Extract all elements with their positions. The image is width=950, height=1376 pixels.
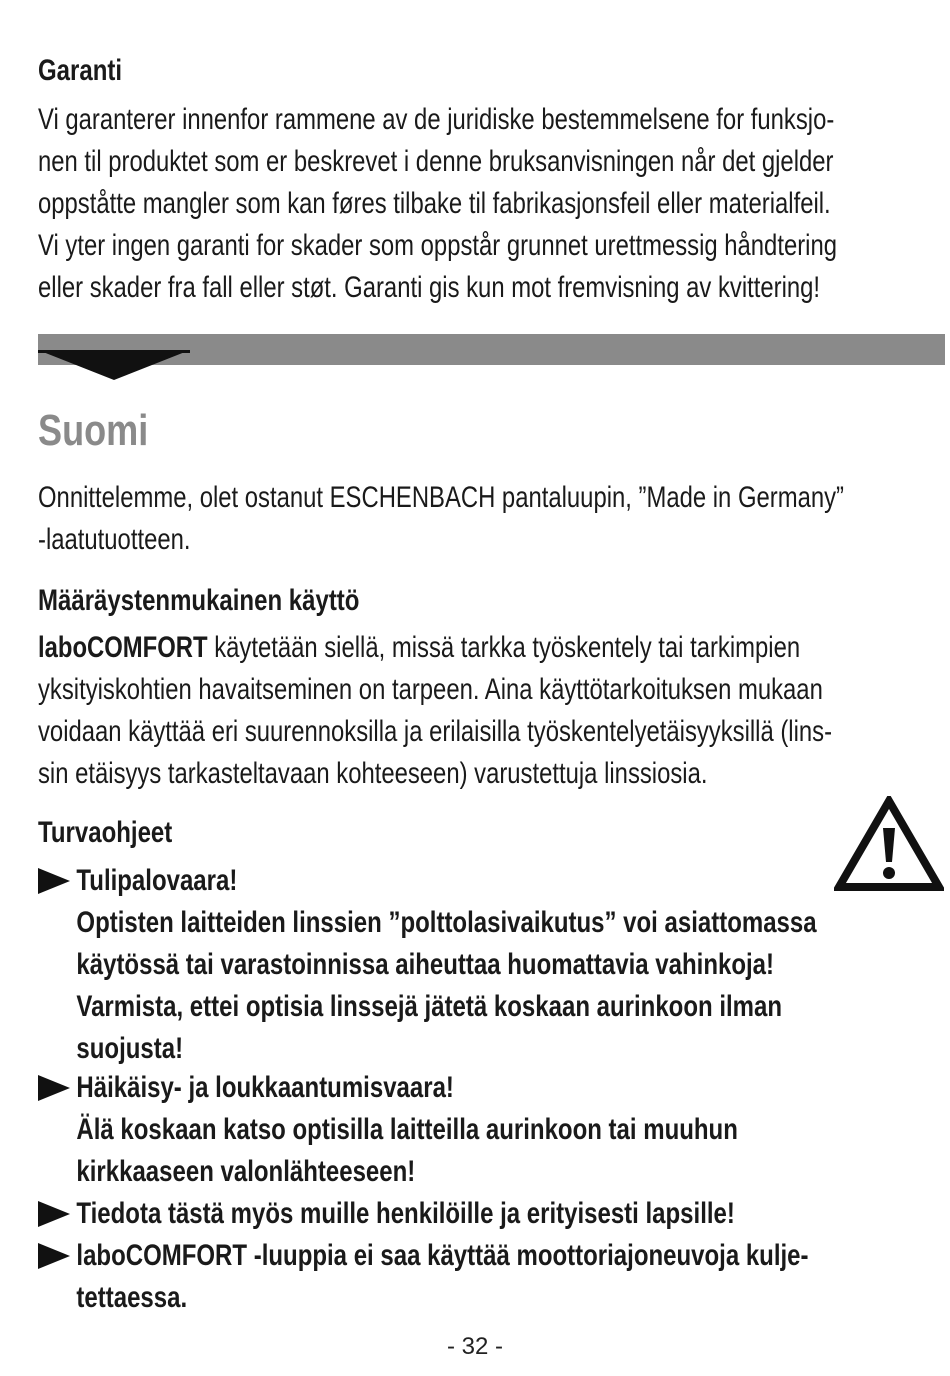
usage-line: sin etäisyys tarkasteltavaan kohteeseen) varustettuja linssiosia. [38,757,708,790]
warning-triangle-icon [834,796,944,892]
language-title: Suomi [38,406,149,455]
safety-item-line: kirkkaaseen valonlähteeseen! [76,1155,416,1188]
arrow-right-icon [38,1201,70,1227]
intro-paragraph [38,477,944,561]
safety-item-line: käytössä tai varastoinnissa aiheuttaa huomattavia vahinkoja! [76,948,774,981]
usage-heading: Määräystenmukainen käyttö [38,584,360,617]
safety-item-line: Älä koskaan katso optisilla laitteilla aurinkoon tai muuhun [76,1113,738,1146]
garanti-line: Vi garanterer innenfor rammene av de juridiske bestemmelsene for funksjo- [38,103,835,136]
safety-item-line: Tiedota tästä myös muille henkilöille ja erityisesti lapsille! [76,1197,735,1230]
safety-item-line: Optisten laitteiden linssien ”polttolasivaikutus” voi asiattomassa [76,906,817,939]
garanti-line: nen til produktet som er beskrevet i denne bruksanvisningen når det gjelder [38,145,834,178]
garanti-line: eller skader fra fall eller støt. Garanti gis kun mot fremvisning av kvittering! [38,271,821,304]
usage-line: voidaan käyttää eri suurennoksilla ja erilaisilla työskentelyetäisyyksillä (lins- [38,715,833,748]
safety-item-line: Häikäisy- ja loukkaantumisvaara! [76,1071,454,1104]
usage-line [38,627,944,669]
intro-line: -laatutuotteen. [38,523,191,556]
arrow-down-icon [38,350,190,380]
garanti-line: oppståtte mangler som kan føres tilbake til fabrikasjonsfeil eller materialfeil. [38,187,831,220]
safety-item-line: laboCOMFORT -luuppia ei saa käyttää moottoriajoneuvoja kulje- [76,1239,809,1272]
page-number: - 32 - [446,1333,503,1360]
safety-item-line: Varmista, ettei optisia linssejä jätetä koskaan aurinkoon ilman [76,990,782,1023]
usage-line: yksityiskohtien havaitseminen on tarpeen. Aina käyttötarkoituksen mukaan [38,673,823,706]
arrow-right-icon [38,1243,70,1269]
arrow-right-icon [38,1075,70,1101]
garanti-line: Vi yter ingen garanti for skader som oppstår grunnet urettmessig håndtering [38,229,837,262]
intro-line: Onnittelemme, olet ostanut ESCHENBACH pantaluupin, ”Made in Germany” [38,481,844,514]
usage-line-rest: käytetään siellä, missä tarkka työskentely tai tarkimpien [207,631,801,664]
safety-item-line: tettaessa. [76,1281,188,1314]
arrow-right-icon [38,868,70,894]
garanti-heading: Garanti [38,54,123,87]
brand-name: laboCOMFORT [38,631,208,664]
safety-heading: Turvaohjeet [38,816,173,849]
garanti-paragraph [38,99,944,309]
safety-item-line: suojusta! [76,1032,184,1065]
safety-item-line: Tulipalovaara! [76,864,238,897]
usage-paragraph [38,627,944,795]
